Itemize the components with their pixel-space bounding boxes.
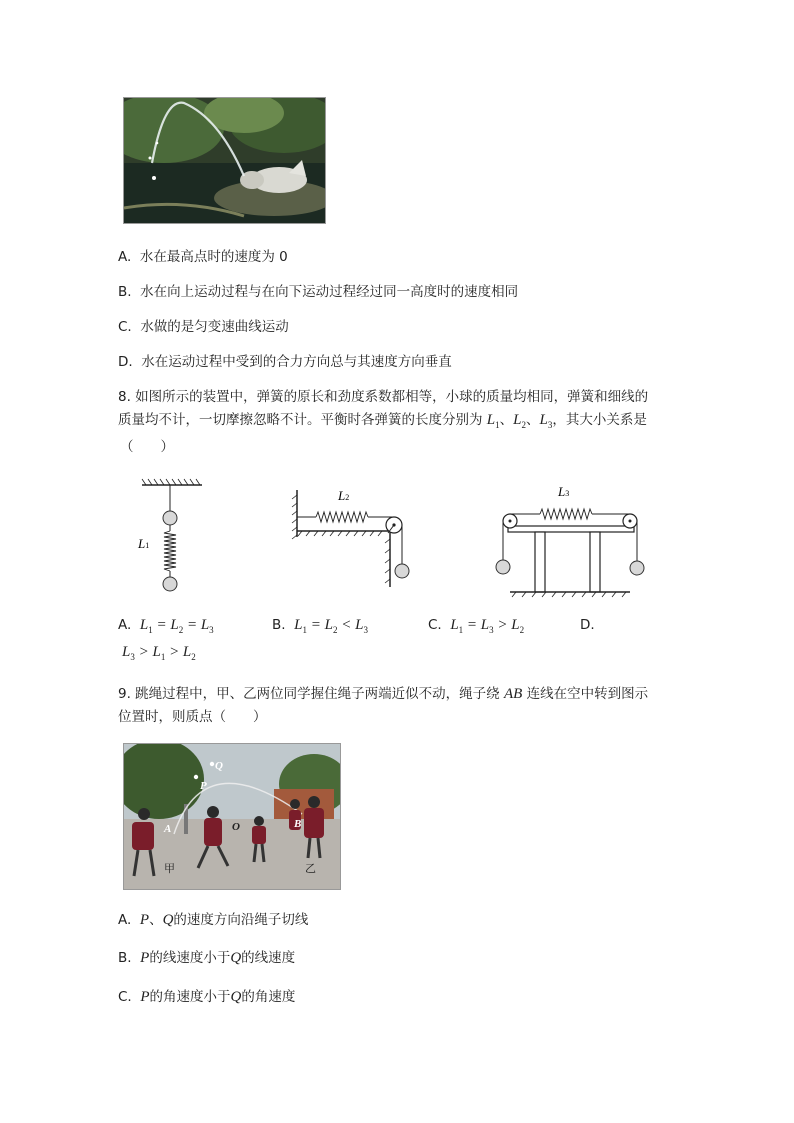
option-letter: B. — [272, 617, 286, 633]
option-letter: C. — [118, 989, 132, 1005]
var-l2: $L_2$ — [513, 412, 526, 430]
option-text: 水做的是匀变速曲线运动 — [140, 319, 289, 335]
q8-option-d-letter: D. — [580, 617, 595, 633]
q7-option-b — [118, 280, 518, 300]
q8-stem-text: 质量均不计，一切摩擦忽略不计。平衡时各弹簧的长度分别为 — [118, 412, 483, 428]
label-l1: L1 — [138, 536, 150, 551]
label-o: O — [232, 821, 240, 833]
q9-stem-text: 9. 跳绳过程中，甲、乙两位同学握住绳子两端近似不动，绳子绕 — [118, 686, 500, 702]
var-q: Q — [230, 950, 242, 966]
label-l3: L3 — [558, 484, 570, 499]
label-yi: 乙 — [305, 863, 316, 875]
option-letter: A. — [118, 617, 132, 633]
option-text: 的角速度 — [241, 989, 296, 1005]
var-l1: $L_1$ — [486, 412, 500, 430]
q9-stem-text-end: 连线在空中转到图示 — [526, 686, 649, 702]
label-p: P — [200, 780, 207, 792]
label-q: Q — [215, 760, 223, 772]
option-text: 水在运动过程中受到的合力方向总与其速度方向垂直 — [141, 354, 452, 370]
label-jia: 甲 — [164, 863, 175, 875]
fountain-photo — [123, 97, 326, 224]
option-text: 水在向上运动过程与在向下运动过程经过同一高度时的速度相同 — [140, 284, 519, 300]
figure-3 — [496, 484, 644, 597]
q8-stem-line2: 质量均不计，一切摩擦忽略不计。平衡时各弹簧的长度分别为 $L_1$、$L_2$、$L_3$，其大小关系是 — [118, 412, 647, 430]
q8-option-a — [118, 617, 214, 635]
q7-option-c — [118, 315, 289, 335]
option-letter: B. — [118, 950, 132, 966]
option-letter: D. — [118, 354, 133, 370]
q7-option-d — [118, 350, 452, 370]
q8-option-d-expr: $L_3 > L_1 > L_2$ — [122, 644, 196, 662]
option-text: 的速度方向沿绳子切线 — [173, 912, 309, 928]
q9-stem-line1 — [118, 682, 648, 703]
var-l3: $L_3$ — [539, 412, 553, 430]
var-p: P — [140, 950, 150, 966]
var-p: P — [140, 989, 150, 1005]
label-b: B — [294, 818, 302, 830]
q8-figures — [130, 475, 660, 600]
option-text: 的线速度 — [241, 950, 296, 966]
option-letter: B. — [118, 284, 132, 300]
option-letter: A. — [118, 912, 132, 928]
option-text: 的线速度小于 — [149, 950, 231, 966]
option-expr: $L_1 = L_2 = L_3$ — [139, 617, 214, 635]
q9-option-b — [118, 946, 295, 967]
q8-paren: （ ） — [120, 439, 174, 455]
q9-stem-line2: 位置时，则质点（ ） — [118, 709, 267, 725]
q9-option-a — [118, 908, 308, 929]
q8-stem-line1: 8. 如图所示的装置中，弹簧的原长和劲度系数都相等，小球的质量均相同，弹簧和细线的 — [118, 389, 649, 405]
option-text: 的角速度小于 — [149, 989, 231, 1005]
figure-2 — [292, 488, 409, 587]
var-p: P — [139, 912, 150, 928]
option-text: 水在最高点时的速度为 0 — [139, 249, 288, 265]
option-expr: $L_1 = L_3 > L_2$ — [450, 617, 525, 635]
figure-1 — [137, 479, 202, 591]
q9-option-c — [118, 985, 295, 1006]
option-letter: A. — [118, 249, 132, 265]
label-l2: L2 — [338, 488, 350, 503]
option-letter: C. — [118, 319, 132, 335]
label-a: A — [164, 823, 172, 835]
option-text: 、 — [149, 912, 163, 928]
q8-option-b — [272, 617, 368, 635]
option-letter: C. — [428, 617, 442, 633]
q8-option-c — [428, 617, 524, 635]
var-ab: AB — [503, 686, 523, 702]
var-q: Q — [230, 989, 242, 1005]
option-expr: $L_1 = L_2 < L_3$ — [294, 617, 368, 635]
q7-option-a — [118, 245, 288, 265]
var-q: Q — [162, 912, 174, 928]
q8-stem-text-end: ，其大小关系是 — [552, 412, 647, 428]
jump-rope-photo — [123, 743, 341, 890]
